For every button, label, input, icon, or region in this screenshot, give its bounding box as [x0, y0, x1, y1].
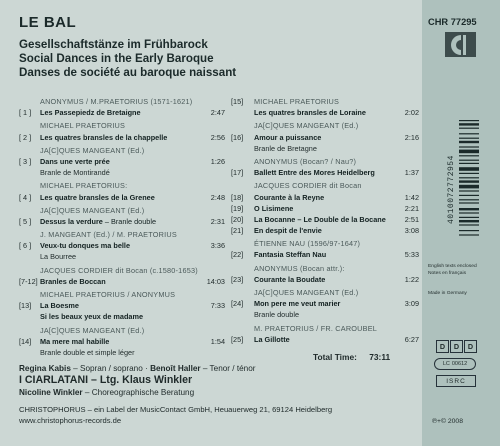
track-number: [ 2 ]	[19, 132, 32, 142]
track-number: [18]	[231, 192, 244, 202]
barcode-number: 4010072772954	[447, 155, 456, 225]
track-title-text: Mon pere me veut marier	[254, 299, 341, 309]
texts-note-fr: Notes en français	[428, 271, 467, 276]
composer-line	[19, 265, 225, 276]
track-title-text: Les Passepiedz de Bretaigne	[40, 108, 141, 118]
ddd-badge	[436, 340, 477, 353]
track-title-text: Ma mere mal habille	[40, 336, 110, 346]
ddd-letter: D	[464, 340, 477, 353]
track-row	[19, 336, 225, 347]
track-title	[40, 300, 79, 311]
track-number: [19]	[231, 203, 244, 213]
track-title-text: Dessus la verdure	[40, 216, 103, 226]
isrc-badge: ISRC	[436, 375, 476, 387]
track-number: [7-12]	[19, 276, 38, 286]
track-title	[254, 309, 299, 320]
performer-role: – Sopran / soprano ·	[70, 364, 151, 373]
track-title-text: JA[C]QUES MANGEANT (Ed.)	[254, 288, 359, 297]
composer-line	[231, 120, 419, 131]
track-title	[40, 216, 156, 227]
track-title	[254, 274, 325, 285]
barcode-bar	[459, 224, 479, 225]
composer-line	[19, 205, 225, 216]
track-row	[19, 276, 225, 287]
barcode-bar	[459, 185, 479, 189]
barcode-bar	[459, 141, 479, 143]
track-duration: 3:36	[210, 241, 225, 251]
track-title	[254, 143, 317, 154]
composer-name	[40, 265, 198, 276]
track-title-text: O Lisimene	[254, 203, 294, 213]
track-row	[231, 203, 419, 214]
track-title-text: Veux-tu donques ma belle	[40, 241, 131, 251]
composer-name	[40, 180, 127, 191]
track-number: [15]	[231, 97, 244, 106]
barcode-bar	[459, 146, 479, 147]
track-title-text: Les quatres bransles de Loraine	[254, 108, 366, 118]
barcode-icon	[459, 120, 479, 260]
lc-label: LC	[442, 361, 450, 367]
track-title-text: M. PRAETORIUS / FR. CAROUBEL	[254, 323, 378, 333]
composer-line	[231, 96, 419, 107]
track-duration: 2:31	[210, 216, 225, 226]
website-link[interactable]: www.christophorus-records.de	[19, 416, 122, 425]
track-title-text: J. MANGEANT (Ed.) / M. PRAETORIUS	[40, 230, 177, 240]
track-number: [24]	[231, 299, 244, 309]
barcode-bar	[459, 133, 479, 134]
track-title-text: JA[C]QUES MANGEANT (Ed.)	[40, 205, 145, 215]
composer-name	[254, 156, 356, 167]
choreography-line	[19, 388, 194, 397]
barcode-bar	[459, 173, 479, 174]
track-row	[19, 192, 225, 203]
barcode-bar	[459, 167, 479, 171]
composer-line	[231, 287, 419, 298]
track-duration: 2:02	[404, 108, 419, 118]
track-title-text: MICHAEL PRAETORIUS	[40, 121, 126, 131]
track-title	[254, 298, 340, 309]
track-duration: 7:33	[210, 301, 225, 311]
track-title	[254, 249, 326, 260]
barcode-bar	[459, 138, 479, 139]
track-title-text: Les quatres bransles de la chappelle	[40, 132, 168, 142]
track-number: [17]	[231, 168, 244, 178]
track-title	[40, 347, 135, 358]
performer-role: – Choreographische Beratung	[82, 388, 195, 397]
barcode-bar	[459, 230, 479, 231]
track-title-text: MICHAEL PRAETORIUS:	[40, 181, 128, 191]
track-title-text: Branle de Montirandé	[40, 168, 110, 178]
track-number: [21]	[231, 226, 244, 236]
track-duration: 1:42	[404, 192, 419, 202]
track-title	[40, 336, 109, 347]
copyright-notice: ℗+© 2008	[432, 418, 463, 425]
track-title-text: Courante la Boudate	[254, 274, 326, 284]
track-number: [22]	[231, 250, 244, 260]
barcode-bar	[459, 212, 479, 213]
track-row	[19, 216, 225, 227]
track-title-text: Branle double	[254, 310, 300, 320]
track-number: [ 1 ]	[19, 108, 32, 118]
track-duration: 1:54	[210, 336, 225, 346]
album-title: LE BAL	[19, 14, 77, 31]
composer-line	[231, 180, 419, 191]
track-number: [23]	[231, 274, 244, 284]
track-title-text: JA[C]QUES MANGEANT (Ed.)	[40, 325, 145, 335]
track-row	[231, 132, 419, 143]
track-title	[254, 107, 366, 118]
track-title	[40, 167, 110, 178]
composer-name	[40, 229, 177, 240]
track-title-text: MICHAEL PRAETORIUS	[254, 97, 340, 106]
track-row	[231, 249, 419, 260]
track-row	[231, 334, 419, 345]
track-title	[40, 132, 167, 143]
track-row	[19, 107, 225, 118]
track-title-text: Si les beaux yeux de madame	[40, 312, 144, 322]
track-title-text: JA[C]QUES MANGEANT (Ed.)	[40, 145, 145, 155]
performer-name: Regina Kabis	[19, 364, 71, 373]
performer-name: Benoît Haller	[150, 364, 201, 373]
barcode-bar	[459, 155, 479, 156]
barcode-bar	[459, 234, 479, 235]
track-subtitle	[19, 167, 225, 178]
performer-role: – Tenor / ténor	[200, 364, 256, 373]
track-title-text: JACQUES CORDIER dit Bocan	[254, 181, 362, 191]
track-subtitle	[231, 143, 419, 154]
track-duration: 2:21	[404, 203, 419, 213]
track-title-text: La Boesme	[40, 301, 79, 311]
track-duration: 2:47	[210, 108, 225, 118]
composer-line	[19, 289, 225, 300]
composer-name	[40, 120, 125, 131]
track-title-text: Branle de Bretagne	[254, 143, 317, 153]
track-number: [13]	[19, 301, 32, 311]
track-subtitle	[19, 251, 225, 262]
barcode-bar	[459, 208, 479, 210]
track-duration: 1:26	[210, 156, 225, 166]
total-time-label: Total Time:	[313, 352, 357, 362]
track-title	[40, 251, 76, 262]
track-title-text: ANONYMUS (Bocan? / Nau?)	[254, 156, 357, 166]
track-duration: 3:09	[404, 299, 419, 309]
composer-name	[254, 287, 358, 298]
total-time-value: 73:11	[369, 352, 391, 362]
barcode-bar	[459, 190, 479, 191]
barcode-bar	[459, 123, 479, 125]
track-title	[254, 225, 322, 236]
composer-line	[19, 120, 225, 131]
track-row	[19, 240, 225, 251]
track-title-text: Les quatre bransles de la Grenee	[40, 192, 155, 202]
barcode-bar	[459, 199, 479, 200]
track-duration: 2:48	[210, 192, 225, 202]
track-number: [14]	[19, 336, 32, 346]
barcode-bar	[459, 202, 479, 203]
track-title-text: Fantasia Steffan Nau	[254, 250, 327, 260]
track-row	[19, 300, 225, 311]
track-title-text: MICHAEL PRAETORIUS / ANONYMUS	[40, 290, 176, 299]
composer-line	[231, 263, 419, 274]
track-title	[40, 276, 106, 287]
track-row	[231, 107, 419, 118]
tracklist-left-column	[19, 96, 225, 358]
christophorus-logo-icon	[445, 32, 476, 57]
track-title	[254, 214, 386, 225]
track-duration: 5:33	[404, 250, 419, 260]
made-in-label: Made in Germany	[428, 291, 467, 296]
track-duration: 1:22	[404, 274, 419, 284]
track-number: [ 3 ]	[19, 156, 32, 166]
composer-name	[254, 180, 362, 191]
track-title	[40, 192, 155, 203]
ddd-letter: D	[436, 340, 449, 353]
barcode-bar	[459, 128, 479, 129]
composer-name	[40, 289, 175, 300]
track-duration: 14:03	[206, 276, 225, 286]
subtitle-english: Social Dances in the Early Baroque	[19, 52, 214, 65]
barcode-bar	[459, 163, 479, 164]
barcode-bar	[459, 160, 479, 161]
subtitle-french: Danses de société au baroque naissant	[19, 66, 237, 79]
barcode-bar	[459, 180, 479, 182]
track-row	[231, 214, 419, 225]
soloists-line	[19, 364, 256, 373]
track-variant: – Branle double	[102, 216, 157, 226]
composer-name	[254, 323, 377, 334]
ddd-letter: D	[450, 340, 463, 353]
track-title-text: La Gillotte	[254, 334, 290, 344]
track-row	[19, 156, 225, 167]
track-title-text: La Bocanne – Le Double de la Bocane	[254, 214, 386, 224]
track-number: [ 4 ]	[19, 192, 32, 202]
barcode-bar	[459, 195, 479, 196]
track-number: [ 6 ]	[19, 241, 32, 251]
track-title-text: Branle double et simple léger	[40, 347, 135, 357]
lc-number: 00612	[451, 361, 468, 367]
catalog-number: CHR 77295	[428, 17, 477, 27]
total-time	[313, 352, 390, 362]
composer-line	[19, 96, 225, 107]
track-title-text: La Bourree	[40, 252, 77, 262]
track-row	[231, 298, 419, 309]
track-duration: 2:51	[404, 214, 419, 224]
track-number: [20]	[231, 214, 244, 224]
track-title-text: Ballett Entre des Mores Heidelberg	[254, 168, 375, 178]
track-title-text: Courante à la Reyne	[254, 192, 325, 202]
composer-line	[19, 229, 225, 240]
composer-name	[40, 96, 192, 107]
track-title	[254, 167, 375, 178]
track-title	[254, 192, 324, 203]
composer-line	[19, 325, 225, 336]
ensemble-name: I CIARLATANI – Ltg. Klaus Winkler	[19, 374, 193, 386]
track-row	[231, 192, 419, 203]
track-title-text: ÉTIENNE NAU (1596/97-1647)	[254, 239, 361, 249]
composer-name	[254, 120, 358, 131]
composer-line	[231, 156, 419, 167]
track-title	[254, 334, 290, 345]
texts-note: English texts enclosed	[428, 264, 477, 269]
composer-line	[19, 180, 225, 191]
composer-name	[40, 145, 144, 156]
composer-name	[40, 205, 144, 216]
track-title	[40, 107, 141, 118]
track-row	[19, 311, 225, 322]
composer-name	[254, 263, 345, 274]
track-row	[231, 225, 419, 236]
track-duration: 1:37	[404, 168, 419, 178]
track-title-text: JACQUES CORDIER dit Bocan (c.1580-1653)	[40, 265, 198, 275]
tracklist-right-column	[231, 96, 419, 345]
track-number: [25]	[231, 334, 244, 344]
track-title	[40, 156, 110, 167]
track-title-text: Dans une verte prée	[40, 156, 110, 166]
track-title-text: Amour a puissance	[254, 132, 322, 142]
track-title-text: ANONYMUS (Bocan attr.):	[254, 263, 345, 273]
track-number: [16]	[231, 132, 244, 142]
barcode-bar	[459, 217, 479, 218]
track-title	[254, 203, 293, 214]
track-title-text: En despit de l'envie	[254, 226, 322, 236]
barcode-bar	[459, 177, 479, 178]
composer-line	[231, 238, 419, 249]
track-number: [ 5 ]	[19, 216, 32, 226]
track-title-text: Branles de Boccan	[40, 276, 106, 286]
barcode-bar	[459, 120, 479, 121]
composer-name	[40, 325, 144, 336]
composer-line	[19, 145, 225, 156]
label-address: CHRISTOPHORUS – ein Label der MusicContact GmbH, Heuauerweg 21, 69124 Heidelberg	[19, 405, 333, 414]
composer-line	[231, 323, 419, 334]
composer-name	[254, 238, 360, 249]
subtitle-german: Gesellschaftstänze im Frühbarock	[19, 38, 208, 51]
track-row	[19, 132, 225, 143]
track-duration: 2:16	[404, 132, 419, 142]
track-title-text: ANONYMUS / M.PRAETORIUS (1571-1621)	[40, 97, 193, 106]
performer-name: Nicoline Winkler	[19, 388, 83, 397]
barcode-bar	[459, 150, 479, 154]
track-title	[40, 311, 143, 322]
track-row	[231, 274, 419, 285]
track-duration: 3:08	[404, 226, 419, 236]
label-code-badge	[434, 358, 476, 370]
track-duration: 2:56	[210, 132, 225, 142]
track-title	[254, 132, 321, 143]
composer-name	[254, 96, 339, 107]
track-title	[40, 240, 130, 251]
track-title-text: JA[C]QUES MANGEANT (Ed.)	[254, 121, 359, 131]
track-subtitle	[19, 347, 225, 358]
track-duration: 6:27	[404, 334, 419, 344]
track-row	[231, 167, 419, 178]
barcode-bar	[459, 220, 479, 222]
track-subtitle	[231, 309, 419, 320]
